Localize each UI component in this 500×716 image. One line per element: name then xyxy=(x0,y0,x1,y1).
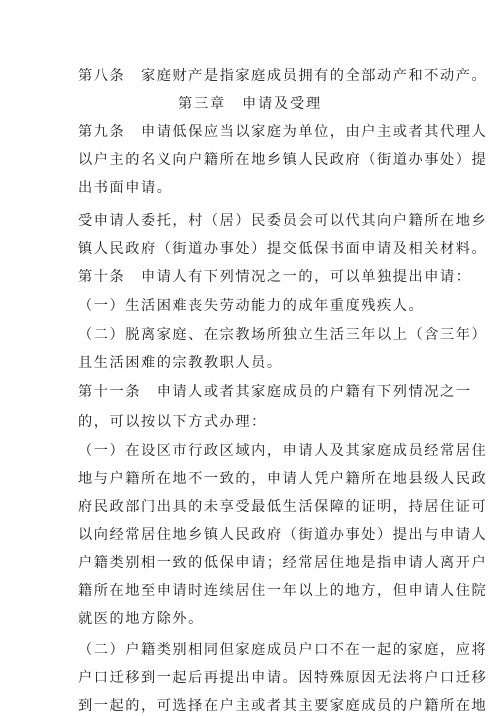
article-9-line-3: 出书面申请。 xyxy=(78,180,173,196)
article-11-item-2-line-2: 户口迁移到一起后再提出申请。因特殊原因无法将户口迁移 xyxy=(78,670,488,686)
article-10-item-2-line-1: （二）脱离家庭、在宗教场所独立生活三年以上（含三年） xyxy=(78,327,488,343)
article-11-item-2-line-1: （二）户籍类别相同但家庭成员户口不在一起的家庭，应将 xyxy=(78,642,488,658)
article-11-item-1-line-4: 以向经常居住地乡镇人民政府（街道办事处）提出与申请人 xyxy=(78,527,488,543)
article-11-item-2-line-3: 到一起的，可选择在户主或者其主要家庭成员的户籍所在地 xyxy=(78,698,488,714)
article-11-item-1-line-1: （一）在设区市行政区域内，申请人及其家庭成员经常居住 xyxy=(78,443,488,459)
article-10-item-1: （一）生活困难丧失劳动能力的成年重度残疾人。 xyxy=(78,298,425,314)
article-9-line-2: 以户主的名义向户籍所在地乡镇人民政府（街道办事处）提 xyxy=(78,152,488,168)
article-9-line-1: 第九条 申请低保应当以家庭为单位，由户主或者其代理人 xyxy=(78,124,488,140)
article-10-item-2-line-2: 且生活困难的宗教教职人员。 xyxy=(78,355,283,371)
article-8-line-1: 第八条 家庭财产是指家庭成员拥有的全部动产和不动产。 xyxy=(78,68,488,84)
article-11-item-1-line-6: 籍所在地至申请时连续居住一年以上的地方，但申请人住院 xyxy=(78,583,488,599)
article-11-item-1-line-3: 府民政部门出具的未享受最低生活保障的证明，持居住证可 xyxy=(78,499,488,515)
chapter-3-heading: 第三章 申请及受理 xyxy=(178,96,322,112)
article-11-item-1-line-5: 户籍类别相一致的低保申请；经常居住地是指申请人离开户 xyxy=(78,555,488,571)
article-10-line-1: 第十条 申请人有下列情况之一的，可以单独提出申请： xyxy=(78,269,472,285)
article-11-item-1-line-7: 就医的地方除外。 xyxy=(78,611,204,627)
article-9-delegation-line-2: 镇人民政府（街道办事处）提交低保书面申请及相关材料。 xyxy=(78,241,488,257)
article-9-delegation-line-1: 受申请人委托，村（居）民委员会可以代其向户籍所在地乡 xyxy=(78,213,488,229)
article-11-item-1-line-2: 地与户籍所在地不一致的，申请人凭户籍所在地县级人民政 xyxy=(78,471,488,487)
article-11-line-2: 的，可以按以下方式办理： xyxy=(78,414,267,430)
article-11-line-1: 第十一条 申请人或者其家庭成员的户籍有下列情况之一 xyxy=(78,384,472,400)
